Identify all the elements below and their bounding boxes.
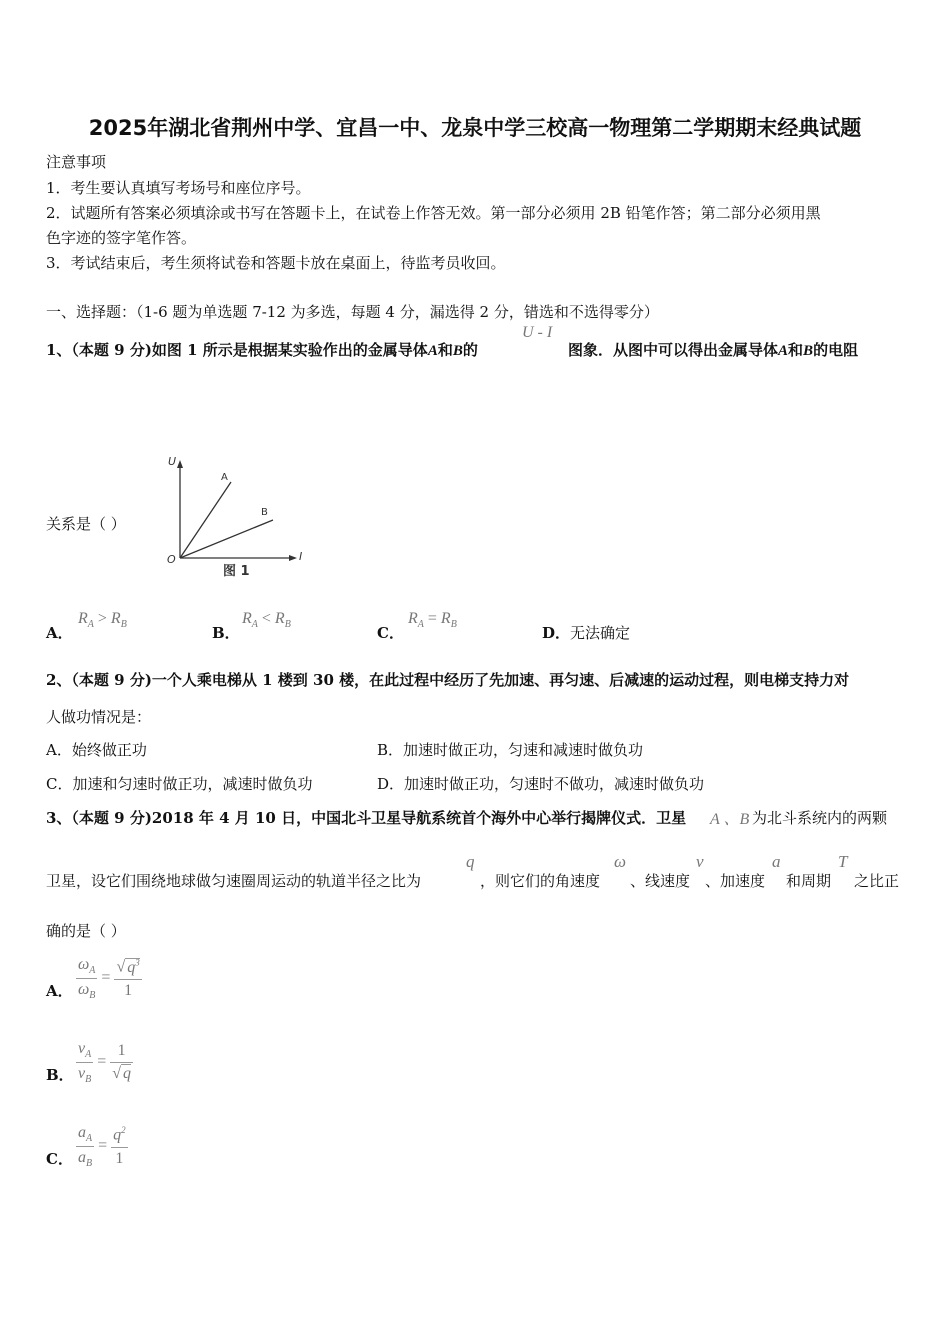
q1-option-c-label: C．	[377, 624, 404, 642]
q3-option-c-formula	[76, 1124, 128, 1169]
sub-a: A	[251, 619, 258, 630]
sub-a: A	[87, 619, 94, 630]
sub-a: A	[85, 1049, 92, 1060]
r-symbol: R	[274, 610, 285, 627]
q1-conductor-a: A	[427, 343, 438, 359]
q2-option-b: B．加速时做正功，匀速和减速时做负功	[377, 741, 644, 759]
v-symbol: v	[78, 1040, 86, 1057]
sub-a: A	[86, 1133, 93, 1144]
eq-sign: =	[98, 1137, 108, 1155]
q-symbol: q	[127, 958, 136, 976]
fraction-v	[76, 1040, 93, 1085]
eq-sign: =	[427, 610, 437, 627]
q1-de: 的	[462, 341, 478, 359]
one: 1	[115, 1149, 124, 1167]
r-symbol: R	[408, 610, 418, 627]
q1-option-b	[242, 610, 291, 630]
question-3-line-2-e: 和周期	[786, 872, 832, 890]
question-3-line-1: 3、（本题 9 分)2018 年 4 月 10 日，中国北斗卫星导航系统首个海外中心举行揭牌仪式．卫星	[46, 809, 687, 827]
q3-symbol-omega: ω	[614, 852, 627, 871]
r-symbol: R	[440, 610, 451, 627]
line-a-label: A	[221, 472, 228, 483]
figure-caption: 图 1	[223, 564, 250, 579]
origin-label: O	[167, 553, 176, 566]
line-a	[180, 482, 231, 558]
a-symbol: a	[78, 1149, 86, 1166]
q1-suffix-2: 的电阻	[813, 341, 859, 359]
fraction-a	[76, 1124, 94, 1169]
eq-sign: =	[101, 969, 111, 987]
sub-b: B	[89, 990, 96, 1001]
sub-b: B	[120, 619, 127, 630]
q1-option-d	[542, 622, 630, 643]
q1-option-b-label: B．	[212, 624, 240, 642]
figure-1-ui-graph	[155, 448, 315, 583]
question-3-line-2-f: 之比正	[854, 872, 900, 890]
question-1-text	[46, 339, 478, 360]
u-axis-label: U	[168, 455, 177, 468]
q1-conductor-b-2: B	[803, 343, 814, 359]
page-title: 2025年湖北省荆州中学、宜昌一中、龙泉中学三校高一物理第二学期期末经典试题	[88, 116, 862, 140]
question-2-line-1: 2、（本题 9 分)一个人乘电梯从 1 楼到 30 楼，在此过程中经历了先加速、再匀速、后减速的运动过程，则电梯支持力对	[46, 671, 850, 689]
q3-option-c-label: C．	[46, 1150, 73, 1168]
q1-option-d-label: D．	[542, 624, 571, 642]
question-3-line-2-d: 、加速度	[705, 872, 766, 890]
fraction-q2	[111, 1125, 128, 1167]
fraction-omega	[76, 956, 97, 1001]
line-b	[180, 520, 273, 558]
notice-item-3: 3．考试结束后，考生须将试卷和答题卡放在桌面上，待监考员收回。	[46, 254, 506, 272]
q1-option-d-text: 无法确定	[570, 624, 631, 642]
q3-option-a-label: A．	[46, 982, 73, 1000]
question-2-line-2: 人做功情况是：	[46, 708, 152, 726]
q1-option-a-label: A．	[46, 624, 73, 642]
sub-a: A	[417, 619, 424, 630]
sub-b: B	[284, 619, 291, 630]
fraction-sqrt-q3: $\frac{√ q^3}{1}$	[116, 957, 140, 999]
question-1-line-2: 关系是（ ）	[46, 515, 126, 533]
v-symbol: v	[78, 1065, 86, 1082]
omega-symbol: ω	[78, 956, 90, 973]
question-3-line-1-suffix: 为北斗系统内的两颗	[752, 809, 888, 827]
q3-satellites-ab: A 、B	[710, 811, 750, 828]
question-3-line-3: 确的是（ ）	[46, 922, 126, 940]
eq-sign: =	[97, 1053, 107, 1071]
q3-option-b-formula	[76, 1040, 133, 1085]
r-symbol: R	[110, 610, 121, 627]
q2-option-d: D．加速时做正功，匀速时不做功，减速时做负功	[377, 775, 705, 793]
q2-option-c: C．加速和匀速时做正功，减速时做负功	[46, 775, 313, 793]
q1-option-c	[408, 610, 457, 630]
q-symbol: q	[113, 1126, 122, 1144]
q-symbol: q	[123, 1065, 132, 1082]
exponent-2: 2	[121, 1125, 126, 1136]
q2-option-a: A．始终做正功	[46, 741, 147, 759]
u-axis-arrow-icon	[177, 460, 183, 468]
q3-symbol-v: v	[696, 852, 704, 871]
question-3-line-2-a: 卫星，设它们围绕地球做匀速圈周运动的轨道半径之比为	[46, 872, 422, 890]
omega-symbol: ω	[78, 981, 90, 998]
sub-b: B	[85, 1074, 92, 1085]
question-3-line-2-b: ，则它们的角速度	[480, 872, 601, 890]
q1-and-2: 和	[788, 341, 804, 359]
one: 1	[110, 1042, 133, 1063]
notice-item-2-line-2: 色字迹的签字笔作答。	[46, 229, 197, 247]
sub-b: B	[86, 1158, 93, 1169]
q1-conductor-a-2: A	[778, 343, 789, 359]
q1-option-a	[78, 610, 127, 630]
line-b-label: B	[261, 507, 268, 518]
question-1-text-cont	[568, 339, 858, 360]
notice-item-1: 1．考生要认真填写考场号和座位序号。	[46, 179, 311, 197]
one: 1	[124, 981, 133, 999]
q3-symbol-q: q	[466, 852, 475, 871]
q1-conductor-b: B	[452, 343, 463, 359]
question-3-line-2-c: 、线速度	[630, 872, 691, 890]
lt-sign: <	[261, 610, 271, 627]
q1-suffix: 图象．从图中可以得出金属导体	[568, 341, 779, 359]
notice-item-2-line-1: 2．试题所有答案必须填涂或书写在答题卡上，在试卷上作答无效。第一部分必须用 2B 铅笔作答；第二部分必须用黑	[46, 204, 821, 222]
q1-and: 和	[437, 341, 453, 359]
q1-ui-label: U - I	[522, 324, 553, 341]
q1-prefix: 1、（本题 9 分)如图 1 所示是根据某实验作出的金属导体	[46, 341, 428, 359]
fraction-inv-sqrt-q: $\frac{1}{√ q}$	[112, 1042, 132, 1082]
q3-option-b-label: B．	[46, 1066, 74, 1084]
notice-heading: 注意事项	[46, 153, 107, 171]
section-heading: 一、选择题：（1-6 题为单选题 7-12 为多选，每题 4 分，漏选得 2 分，错选和不选得零分）	[46, 303, 659, 321]
r-symbol: R	[242, 610, 252, 627]
exponent-3: 3	[135, 957, 140, 968]
sub-b: B	[450, 619, 457, 630]
i-axis-arrow-icon	[289, 555, 297, 561]
i-axis-label: I	[299, 550, 303, 563]
gt-sign: >	[97, 610, 107, 627]
sub-a: A	[89, 965, 96, 976]
q3-option-a-formula	[76, 956, 142, 1001]
a-symbol: a	[78, 1124, 86, 1141]
r-symbol: R	[78, 610, 88, 627]
q3-symbol-a: a	[772, 852, 781, 871]
q3-symbol-t: T	[838, 852, 848, 871]
